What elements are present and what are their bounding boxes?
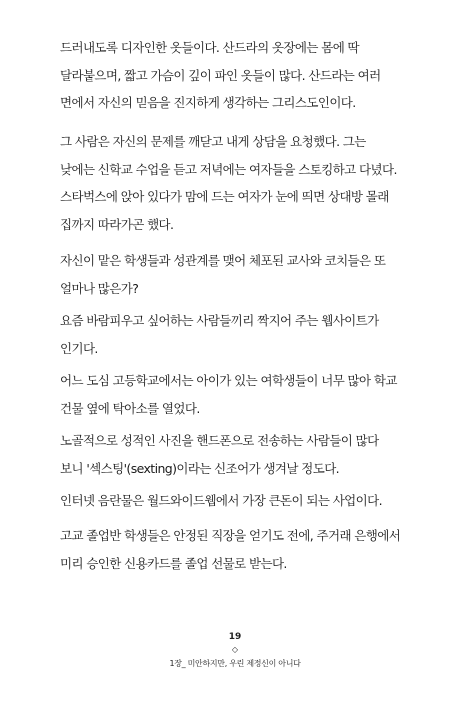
text-line: 어느 도심 고등학교에서는 아이가 있는 여학생들이 너무 많아 학교 <box>60 373 397 388</box>
text-line: 얼마나 많은가? <box>60 280 139 296</box>
paragraph <box>60 522 400 577</box>
running-head: 1장_ 미안하지만, 우린 제정신이 아니다 <box>169 659 301 668</box>
paragraph <box>60 307 379 362</box>
text-line: 고교 졸업반 학생들은 안정된 직장을 얻기도 전에, 주거래 은행에서 <box>60 528 401 543</box>
text-line: 인터넷 음란물은 월드와이드웹에서 가장 큰돈이 되는 사업이다. <box>60 493 382 508</box>
text-line: 건물 옆에 탁아소를 열었다. <box>60 400 200 416</box>
paragraph <box>60 427 379 482</box>
paragraph <box>60 34 381 117</box>
text-line: 자신이 맡은 학생들과 성관계를 맺어 체포된 교사와 코치들은 또 <box>60 253 386 268</box>
text-line: 보니 '섹스팅'(sexting)이라는 신조어가 생겨날 정도다. <box>60 460 340 476</box>
text-line: 미리 승인한 신용카드를 졸업 선물로 받는다. <box>60 555 287 571</box>
paragraph <box>60 487 382 515</box>
paragraph <box>60 128 397 238</box>
text-line: 면에서 자신의 믿음을 진지하게 생각하는 그리스도인이다. <box>60 95 356 110</box>
paragraph <box>60 367 397 422</box>
text-line: 낮에는 신학교 수업을 듣고 저녁에는 여자들을 스토킹하고 다녔다. <box>60 161 397 177</box>
text-line: 집까지 따라가곤 했다. <box>60 216 174 232</box>
text-line: 달라붙으며, 짧고 가슴이 깊이 파인 옷들이 많다. 산드라는 여러 <box>60 67 381 83</box>
page-number: 19 <box>228 632 242 642</box>
text-line: 요즘 바람피우고 싶어하는 사람들끼리 짝지어 주는 웹사이트가 <box>60 313 379 328</box>
paragraph <box>60 247 385 302</box>
text-line: 노골적으로 성적인 사진을 핸드폰으로 전송하는 사람들이 많다 <box>60 433 379 448</box>
text-line: 드러내도록 디자인한 옷들이다. 산드라의 옷장에는 몸에 딱 <box>60 40 360 55</box>
text-line: 인기다. <box>60 340 98 356</box>
text-line: 스타벅스에 앉아 있다가 맘에 드는 여자가 눈에 띄면 상대방 몰래 <box>60 189 389 204</box>
diamond-ornament-icon: ◇ <box>231 645 239 654</box>
text-line: 그 사람은 자신의 문제를 깨닫고 내게 상담을 요청했다. 그는 <box>60 134 366 149</box>
